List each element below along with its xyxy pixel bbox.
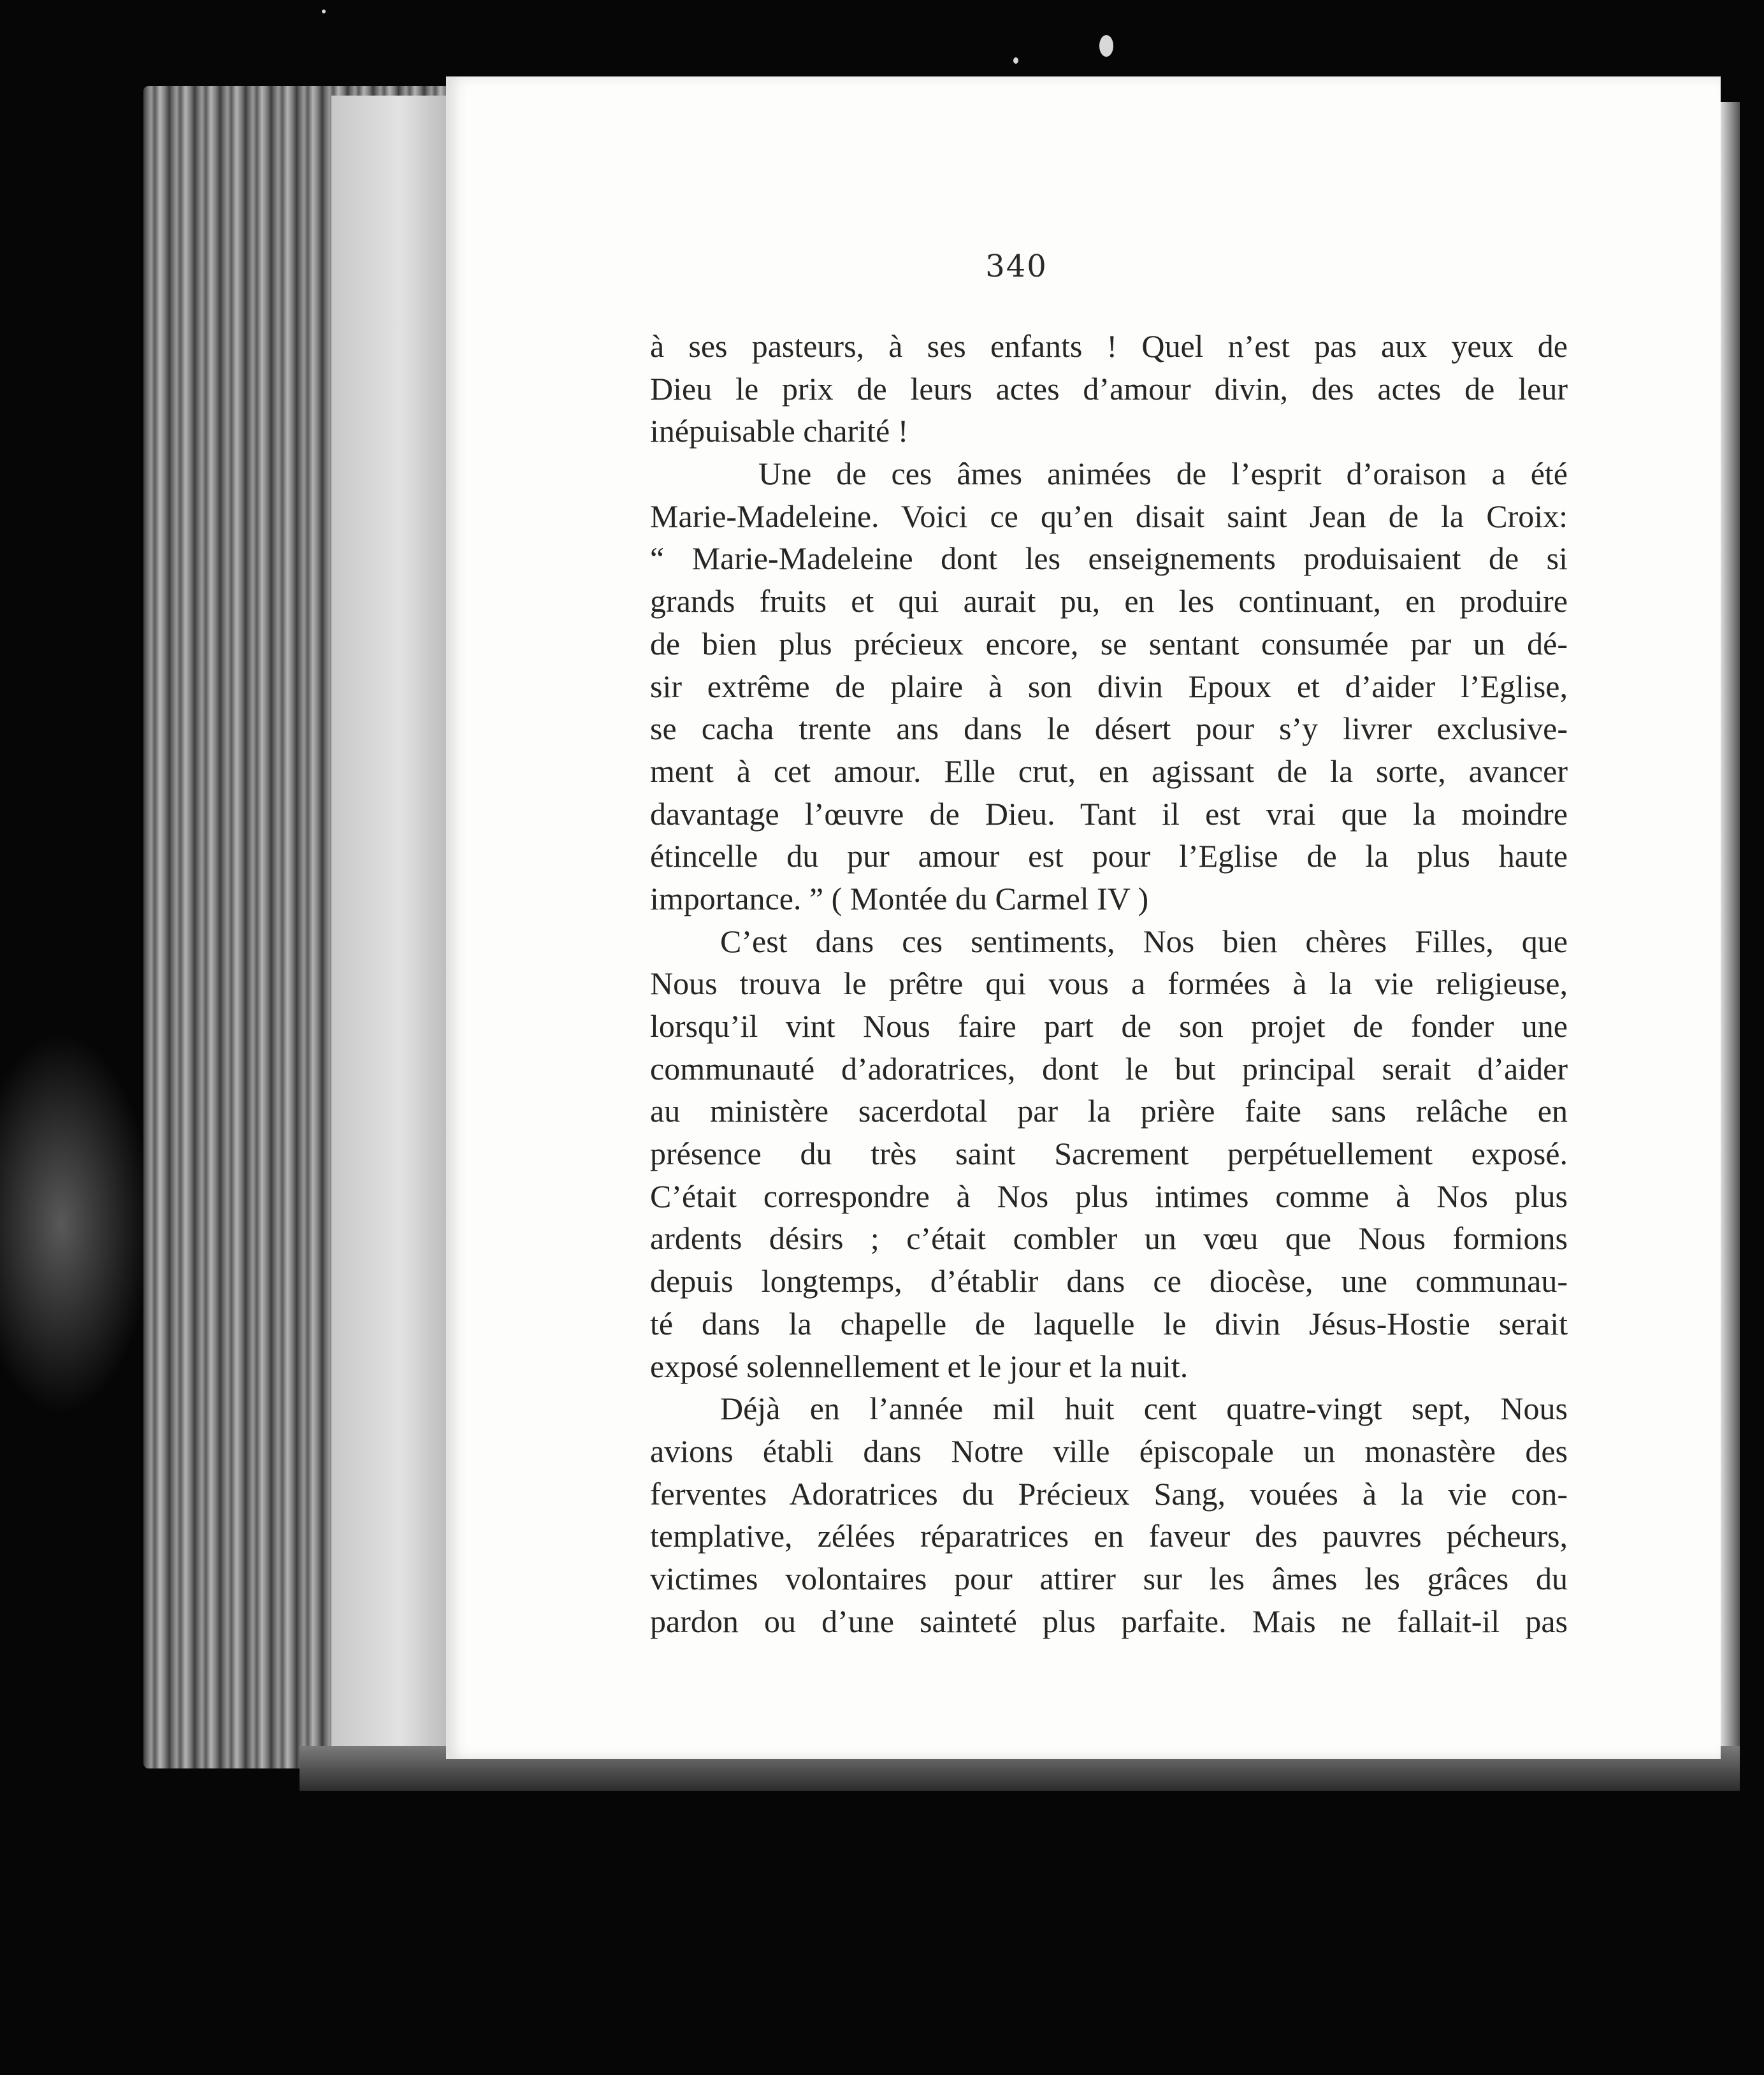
text-line: té dans la chapelle de laquelle le divin Jésus-Hostie serait xyxy=(650,1305,1568,1341)
text-line: depuis longtemps, d’établir dans ce diocèse, une communau- xyxy=(650,1263,1568,1299)
text-line: au ministère sacerdotal par la prière faite sans relâche en xyxy=(650,1093,1568,1129)
text-line: “ Marie-Madeleine dont les enseignements produisaient de si xyxy=(650,540,1568,577)
text-line: C’était correspondre à Nos plus intimes comme à Nos plus xyxy=(650,1178,1568,1214)
text-line: pardon ou d’une sainteté plus parfaite. Mais ne fallait-il pas xyxy=(650,1603,1568,1639)
text-line: victimes volontaires pour attirer sur les âmes les grâces du xyxy=(650,1560,1568,1596)
text-line: de bien plus précieux encore, se sentant consumée par un dé- xyxy=(650,625,1568,662)
text-line: davantage l’œuvre de Dieu. Tant il est vrai que la moindre xyxy=(650,795,1568,832)
page-text xyxy=(650,325,1568,1642)
text-line: ferventes Adoratrices du Précieux Sang, vouées à la vie con- xyxy=(650,1475,1568,1512)
text-line: Nous trouva le prêtre qui vous a formées à la vie religieuse, xyxy=(650,965,1568,1002)
text-line: inépuisable charité ! xyxy=(650,413,909,449)
text-line: ardents désirs ; c’était combler un vœu que Nous formions xyxy=(650,1220,1568,1257)
text-line: sir extrême de plaire à son divin Epoux et d’aider l’Eglise, xyxy=(650,668,1568,704)
text-line: Marie-Madeleine. Voici ce qu’en disait saint Jean de la Croix: xyxy=(650,498,1568,534)
text-line: Dieu le prix de leurs actes d’amour divin, des actes de leur xyxy=(650,370,1568,407)
page-number: 340 xyxy=(985,249,1048,284)
paragraph xyxy=(650,920,1568,1388)
text-line: grands fruits et qui aurait pu, en les continuant, en produire xyxy=(650,583,1568,619)
background-speck xyxy=(1013,57,1018,64)
paragraph xyxy=(650,1387,1568,1642)
text-line: avions établi dans Notre ville épiscopale un monastère des xyxy=(650,1433,1568,1469)
text-line: templative, zélées réparatrices en faveur des pauvres pécheurs, xyxy=(650,1518,1568,1554)
paragraph xyxy=(650,452,1568,920)
text-line: se cacha trente ans dans le désert pour s’y livrer exclusive- xyxy=(650,711,1568,747)
text-line: Déjà en l’année mil huit cent quatre-vingt sept, Nous xyxy=(720,1391,1568,1427)
text-line: communauté d’adoratrices, dont le but principal serait d’aider xyxy=(650,1050,1568,1087)
text-line: lorsqu’il vint Nous faire part de son projet de fonder une xyxy=(650,1008,1568,1044)
background-smudge xyxy=(0,1032,153,1415)
text-line: C’est dans ces sentiments, Nos bien chères Filles, que xyxy=(720,923,1568,959)
book-page-edges-inner xyxy=(331,96,446,1746)
text-line: exposé solennellement et le jour et la nuit. xyxy=(650,1348,1189,1384)
book-page xyxy=(446,76,1721,1759)
text-line: importance. ” ( Montée du Carmel IV ) xyxy=(650,880,1149,916)
text-line: Une de ces âmes animées de l’esprit d’oraison a été xyxy=(758,456,1568,492)
background-speck xyxy=(1099,35,1113,57)
paragraph xyxy=(650,325,1568,452)
text-line: présence du très saint Sacrement perpétuellement exposé. xyxy=(650,1136,1568,1172)
text-line: ment à cet amour. Elle crut, en agissant de la sorte, avancer xyxy=(650,753,1568,789)
book-right-edge xyxy=(1721,102,1740,1784)
background-speck xyxy=(322,10,326,13)
text-line: étincelle du pur amour est pour l’Eglise de la plus haute xyxy=(650,838,1568,874)
text-line: à ses pasteurs, à ses enfants ! Quel n’est pas aux yeux de xyxy=(650,328,1568,364)
